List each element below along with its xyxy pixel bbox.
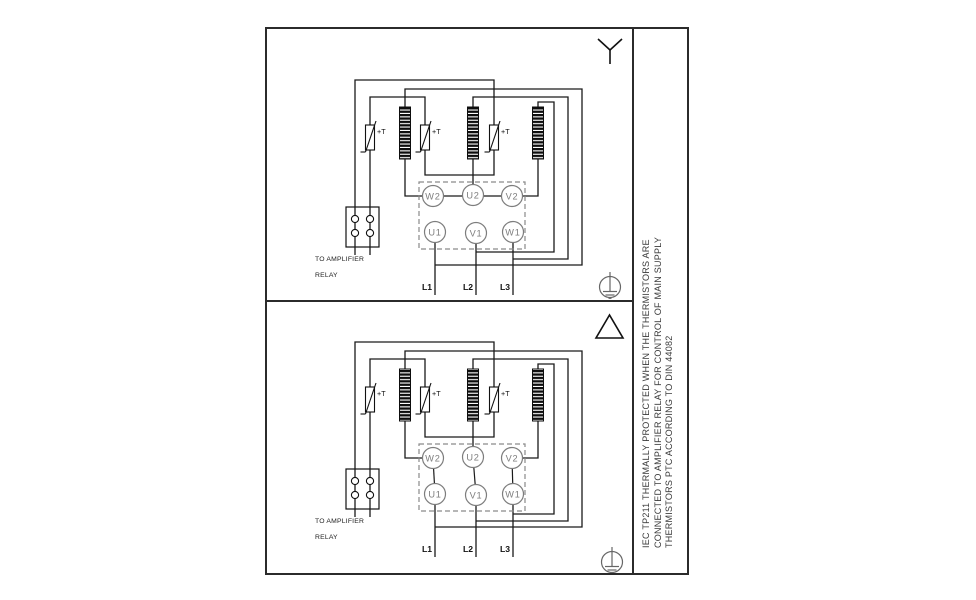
connector-pin — [366, 215, 373, 222]
supply-label-l1: L1 — [421, 282, 432, 292]
terminal-label-v1: V1 — [469, 228, 483, 239]
connector-pin — [366, 477, 373, 484]
thermistors — [361, 383, 501, 414]
terminal-label-w2: W2 — [425, 191, 441, 202]
diagram-frame — [265, 27, 689, 575]
terminal-label-u2: U2 — [466, 190, 480, 201]
amplifier-note-line2: RELAY — [315, 272, 338, 279]
ground-icon — [602, 547, 623, 573]
thermistor-label: +T — [432, 127, 441, 136]
thermistor-icon — [485, 383, 501, 414]
thermistor-icon — [361, 383, 377, 414]
amplifier-connector-block — [346, 469, 379, 509]
side-note-text — [641, 208, 677, 548]
connector-pin — [366, 229, 373, 236]
star-connection-panel — [267, 29, 634, 300]
thermistor-label: +T — [501, 389, 510, 398]
side-note-line3: THERMISTORS PTC ACCORDING TO DIN 44082 — [664, 335, 674, 548]
thermistor-icon — [361, 121, 377, 152]
side-note-line2: CONNECTED TO AMPLIFIER RELAY FOR CONTROL OF MAIN SUPPLY — [652, 236, 663, 548]
delta-connection-panel — [267, 302, 634, 573]
winding-coil-3 — [533, 369, 544, 421]
terminal-label-u1: U1 — [428, 227, 442, 238]
wye-symbol-icon — [598, 39, 622, 64]
terminal-label-u2: U2 — [466, 452, 480, 463]
connector-pin — [351, 477, 358, 484]
supply-label-l3: L3 — [499, 282, 510, 292]
supply-label-l2: L2 — [462, 282, 473, 292]
winding-coil-2 — [468, 369, 479, 421]
delta-diagram-svg — [267, 302, 634, 573]
connector-pin — [366, 491, 373, 498]
supply-label-l1: L1 — [421, 544, 432, 554]
terminal-label-v1: V1 — [469, 490, 483, 501]
terminal-label-v2: V2 — [505, 453, 519, 464]
terminal-label-u1: U1 — [428, 489, 442, 500]
thermistor-label: +T — [432, 389, 441, 398]
thermistor-icon — [416, 383, 432, 414]
panel-divider — [267, 300, 633, 302]
winding-coil-1 — [400, 107, 411, 159]
terminal-label-w1: W1 — [505, 227, 521, 238]
thermistor-label: +T — [377, 389, 386, 398]
thermistor-icon — [485, 121, 501, 152]
side-note-line1: IEC TP211 THERMALLY PROTECTED WHEN THE THERMISTORS ARE — [641, 239, 651, 548]
terminal-label-w1: W1 — [505, 489, 521, 500]
winding-coil-1 — [400, 369, 411, 421]
note-column-divider — [632, 29, 634, 573]
amplifier-note-line2: RELAY — [315, 534, 338, 541]
connector-pin — [351, 215, 358, 222]
thermistor-label: +T — [377, 127, 386, 136]
connector-pin — [351, 491, 358, 498]
connector-pin — [351, 229, 358, 236]
supply-label-l2: L2 — [462, 544, 473, 554]
star-diagram-svg — [267, 29, 634, 300]
winding-coil-3 — [533, 107, 544, 159]
thermistor-label: +T — [501, 127, 510, 136]
amplifier-note-line1: TO AMPLIFIER — [315, 256, 365, 263]
supply-label-l3: L3 — [499, 544, 510, 554]
terminal-label-w2: W2 — [425, 453, 441, 464]
amplifier-note-line1: TO AMPLIFIER — [315, 518, 365, 525]
thermistors — [361, 121, 501, 152]
ground-icon — [600, 272, 621, 298]
winding-coil-2 — [468, 107, 479, 159]
thermistor-icon — [416, 121, 432, 152]
delta-symbol-icon — [596, 315, 623, 338]
terminal-label-v2: V2 — [505, 191, 519, 202]
amplifier-connector-block — [346, 207, 379, 247]
